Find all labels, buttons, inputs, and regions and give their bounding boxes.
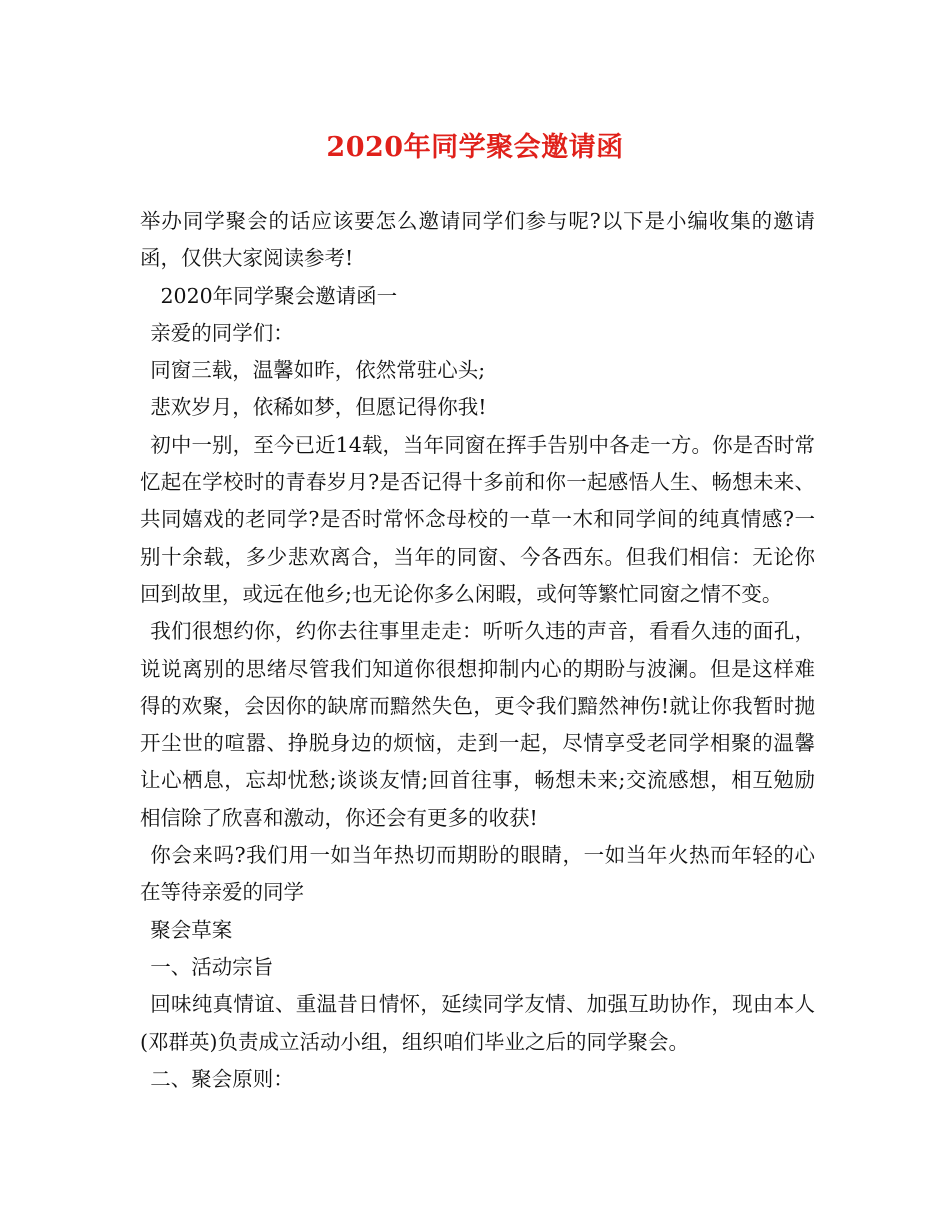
body-paragraph: 初中一别，至今已近14载，当年同窗在挥手告别中各走一方。你是否时常忆起在学校时的青春岁月?是否记得十多前和你一起感悟人生、畅想未来、共同嬉戏的老同学?是否时常怀念母校的一草一木和同学间的纯真情感?一别十余载，多少悲欢离合，当年的同窗、今各西东。但我们相信：无论你回到故里，或远在他乡;也无论你多么闲暇，或何等繁忙同窗之情不变。 <box>140 432 815 606</box>
verse-line: 悲欢岁月，依稀如梦，但愿记得你我! <box>150 395 487 420</box>
section-heading: 2020年同学聚会邀请函一 <box>160 283 398 308</box>
salutation: 亲爱的同学们： <box>150 320 294 345</box>
body-paragraph: 你会来吗?我们用一如当年热切而期盼的眼睛，一如当年火热而年轻的心在等待亲爱的同学 <box>140 843 815 905</box>
section-heading: 二、聚会原则： <box>150 1066 294 1091</box>
body-paragraph: 我们很想约你，约你去往事里走走：听听久违的声音，看看久违的面孔，说说离别的思绪尽管我们知道你很想抑制内心的期盼与波澜。但是这样难得的欢聚，会因你的缺席而黯然失色，更令我们黯然神伤!就让你我暂时抛开尘世的喧嚣、挣脱身边的烦恼，走到一起，尽情享受老同学相聚的温馨让心栖息，忘却忧愁;谈谈友情;回首往事，畅想未来;交流感想，相互勉励相信除了欣喜和激动，你还会有更多的收获! <box>140 619 815 830</box>
section-heading: 聚会草案 <box>150 917 233 942</box>
document-title: 2020年同学聚会邀请函 <box>326 132 624 163</box>
verse-line: 同窗三载，温馨如昨，依然常驻心头; <box>150 358 486 383</box>
section-heading: 一、活动宗旨 <box>150 954 274 979</box>
body-paragraph: 回味纯真情谊、重温昔日情怀，延续同学友情、加强互助协作，现由本人(邓群英)负责成立活动小组，组织咱们毕业之后的同学聚会。 <box>140 992 815 1054</box>
document-body <box>140 203 815 1098</box>
intro-paragraph: 举办同学聚会的话应该要怎么邀请同学们参与呢?以下是小编收集的邀请函，仅供大家阅读参考! <box>140 209 815 271</box>
